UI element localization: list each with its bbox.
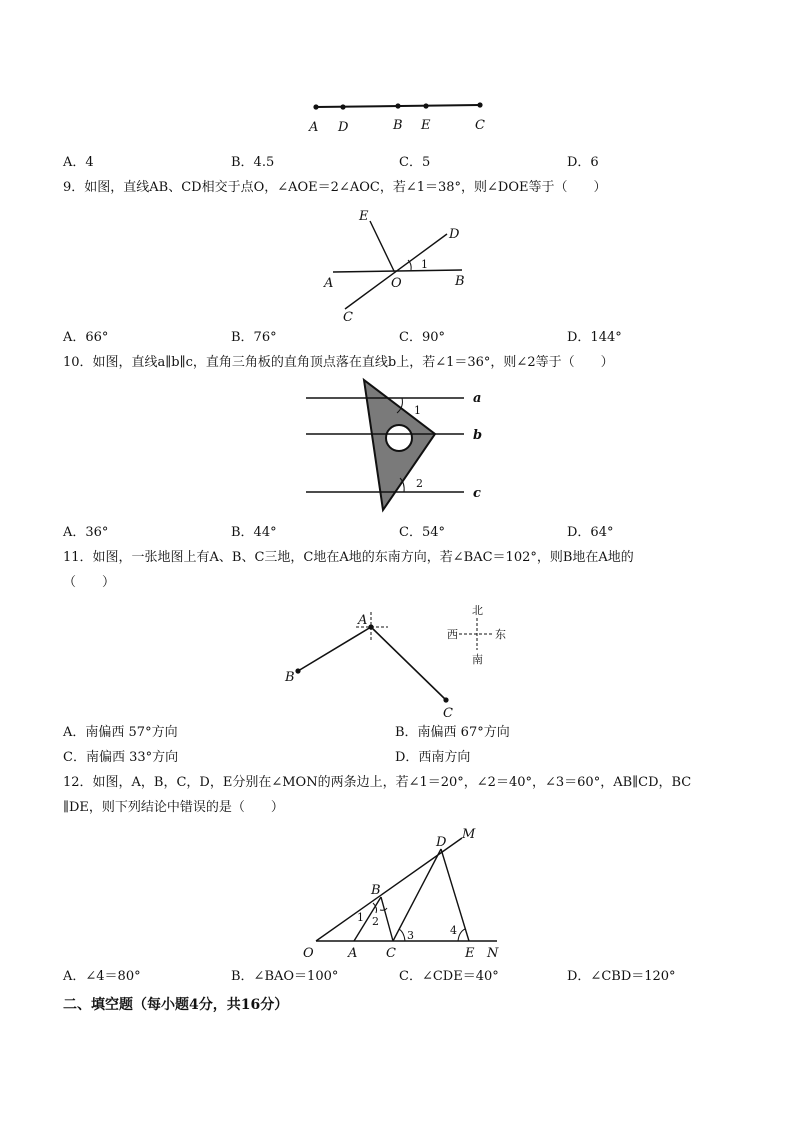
q12-option-b: B．∠BAO＝100°	[231, 969, 339, 984]
q12-stem-line2: ∥DE，则下列结论中错误的是（ ）	[63, 800, 284, 815]
q11-compass-south: 南	[472, 653, 483, 666]
q10-label-angle2: 2	[416, 477, 423, 490]
q8-option-a: A．4	[63, 155, 94, 170]
q9-option-b: B．76°	[231, 330, 277, 345]
q11-option-b: B．南偏西 67°方向	[395, 725, 510, 740]
q12-angle4-arc	[458, 929, 465, 941]
q12-segment-bc	[381, 897, 393, 941]
q9-label-o: O	[391, 276, 402, 291]
q10-label-angle1: 1	[414, 404, 421, 417]
q8-label-d: D	[338, 120, 349, 135]
q12-label-angle4: 4	[450, 924, 457, 937]
q8-option-d: D．6	[567, 155, 599, 170]
q12-label-b: B	[371, 883, 381, 898]
q11-option-c: C．南偏西 33°方向	[63, 750, 179, 765]
q10-label-c: c	[473, 486, 481, 501]
q11-option-d: D．西南方向	[395, 750, 471, 765]
q11-label-a: A	[358, 613, 368, 628]
q12-label-n: N	[487, 946, 499, 961]
q10-option-c: C．54°	[399, 525, 445, 540]
q10-label-a: a	[473, 391, 482, 406]
q10-label-b: b	[473, 428, 483, 443]
q10-option-a: A．36°	[63, 525, 109, 540]
q9-label-c: C	[343, 310, 353, 325]
q8-label-a: A	[309, 120, 319, 135]
q11-compass-west: 西	[447, 628, 458, 641]
q9-option-c: C．90°	[399, 330, 445, 345]
q10-stem: 10．如图，直线a∥b∥c，直角三角板的直角顶点落在直线b上，若∠1＝36°，则∠2等于（ ）	[63, 355, 614, 370]
q11-stem-line2: （ ）	[63, 575, 116, 590]
q12-label-o: O	[303, 946, 314, 961]
q12-stem-line1: 12．如图，A，B，C，D，E分别在∠MON的两条边上，若∠1＝20°，∠2＝40°，∠3＝60°，AB∥CD，BC	[63, 775, 692, 790]
q12-label-e: E	[465, 946, 475, 961]
q12-label-angle2: 2	[372, 915, 379, 928]
q10-option-d: D．64°	[567, 525, 614, 540]
q12-label-angle1: 1	[357, 911, 364, 924]
q9-option-d: D．144°	[567, 330, 622, 345]
q8-label-b: B	[393, 118, 403, 133]
q11-label-c: C	[443, 706, 453, 721]
section2-title: 二、填空题（每小题4分，共16分）	[63, 997, 289, 1013]
q12-option-d: D．∠CBD＝120°	[567, 969, 676, 984]
q11-label-b: B	[285, 670, 295, 685]
q12-option-a: A．∠4＝80°	[63, 969, 141, 984]
q9-label-a: A	[324, 276, 334, 291]
q12-label-a: A	[348, 946, 358, 961]
q8-option-b: B．4.5	[231, 155, 275, 170]
q12-label-c: C	[386, 946, 396, 961]
q12-segment-cd	[393, 849, 441, 941]
q12-label-m: M	[462, 827, 476, 842]
q9-stem: 9．如图，直线AB、CD相交于点O，∠AOE＝2∠AOC，若∠1＝38°，则∠DOE等于（ ）	[63, 180, 607, 195]
q12-option-c: C．∠CDE＝40°	[399, 969, 499, 984]
q8-option-c: C．5	[399, 155, 431, 170]
q9-label-e: E	[359, 209, 369, 224]
q9-label-d: D	[449, 227, 460, 242]
q9-label-angle1: 1	[421, 258, 428, 271]
q8-label-e: E	[421, 118, 431, 133]
q9-label-b: B	[455, 274, 465, 289]
q11-option-a: A．南偏西 57°方向	[63, 725, 178, 740]
q12-label-d: D	[436, 835, 447, 850]
q11-compass-north: 北	[472, 604, 483, 617]
q11-compass-east: 东	[495, 628, 506, 641]
q8-label-c: C	[475, 118, 485, 133]
q12-label-angle3: 3	[407, 929, 414, 942]
q12-angle3-arc	[399, 929, 405, 941]
q9-option-a: A．66°	[63, 330, 109, 345]
q10-option-b: B．44°	[231, 525, 277, 540]
q11-stem-line1: 11．如图，一张地图上有A、B、C三地，C地在A地的东南方向，若∠BAC＝102°，则B地在A地的	[63, 550, 634, 565]
